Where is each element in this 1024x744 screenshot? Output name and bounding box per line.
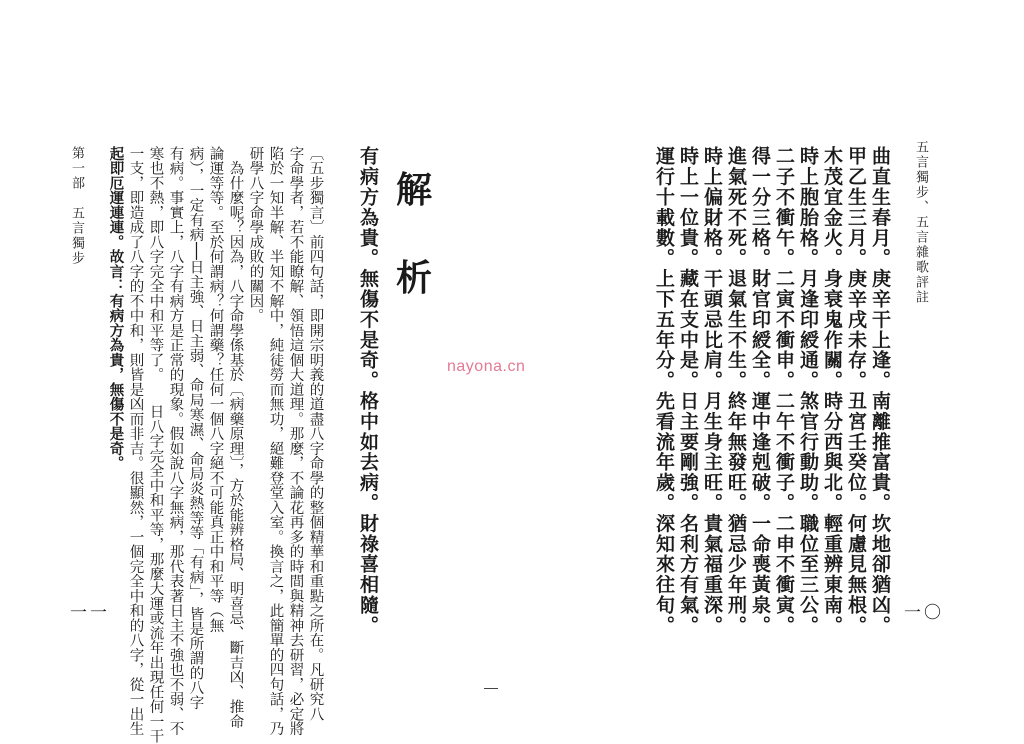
prose-column: 寒也不熱，即八字完全中和平等了。 日八字完全中和平等，那麼大運或流年出現任何一干 (147, 146, 164, 744)
verse-line: 時上一位貴。藏在支中是。日主要剛強。名利方有氣。 (677, 146, 699, 636)
page-number: 一一 (70, 603, 110, 623)
verse-line: 有病方為貴。無傷不是奇。格中如去病。財祿喜相隨。 (357, 146, 379, 636)
prose-column: 有病。事實上，八字有病方是正常的現象。假如說八字無病，那代表著日主不強也不弱、不 (167, 146, 184, 736)
prose-column: 字命學者，若不能瞭解、領悟這個大道理。那麼，不論花再多的時間與精神去研習，必定將 (287, 146, 304, 736)
verse-line: 二子不衝午。二寅不衝申。二午不衝子。二申不衝寅。 (773, 146, 795, 636)
gutter-mark (484, 688, 498, 689)
verse-line: 時上偏財格。干頭忌比肩。月生身主旺。貴氣福重深。 (701, 146, 723, 636)
verse-line: 曲直生春月。庚辛干上逢。南離推富貴。坎地卻猶凶。 (869, 146, 891, 636)
prose-column: 起即厄運連連。故言：有病方為貴，無傷不是奇。 (107, 146, 125, 471)
verse-line: 運行十載數。上下五年分。先看流年歲。深知來往旬。 (653, 146, 675, 636)
verse-line: 得一分三格。財官印綬全。運中逢剋破。一命喪黃泉。 (749, 146, 771, 636)
verse-line: 甲乙生三月。庚辛戌未存。丑宮壬癸位。何慮見無根。 (845, 146, 867, 636)
prose-column: 論運等等。至於何謂病？何謂藥？任何一個八字絕不可能真正中和平等（無 (207, 146, 224, 633)
prose-column: 病），一定有病──日主強、日主弱、命局寒濕、命局炎熱等等「有病」，皆是所謂的八字 (187, 146, 204, 710)
prose-column: 一支，即造成了八字的不中和，則皆是凶而非吉。很顯然，一個完全中和的八字，從一出生 (127, 146, 144, 736)
verse-line: 木茂宜金火。身衰鬼作關。時分西與北。輕重辨東南。 (821, 146, 843, 636)
chapter-label: 第一部 五言獨步 (69, 146, 84, 266)
verse-line: 時上胞胎格。月逢印綬通。煞官行動助。職位至三公。 (797, 146, 819, 636)
page-number: 一〇 (904, 603, 944, 623)
prose-column: 研學八字命學成敗的關因。 (247, 146, 264, 323)
verse-line: 進氣死不死。退氣生不生。終年無發旺。猶忌少年刑。 (725, 146, 747, 636)
prose-column: 〔五步獨言〕前四句話，即開宗明義的道盡八字命學的整個精華和重點之所在。凡研究八 (307, 146, 324, 722)
prose-column: 為什麼呢？因為，八字命學係基於〔病藥原理〕，方於能辨格局、明喜忌、斷吉凶、推命 (227, 146, 244, 729)
section-heading-char: 析 (396, 258, 433, 299)
section-heading-char: 解 (396, 170, 433, 211)
right-page (512, 0, 1024, 724)
watermark: nayona.cn (447, 358, 526, 375)
running-header: 五言獨步、五言雜歌評註 (913, 140, 928, 305)
prose-column: 陷於一知半解、半知不解中，純徒勞而無功，絕難登堂入室。換言之，此簡單的四句話，乃 (267, 146, 284, 736)
